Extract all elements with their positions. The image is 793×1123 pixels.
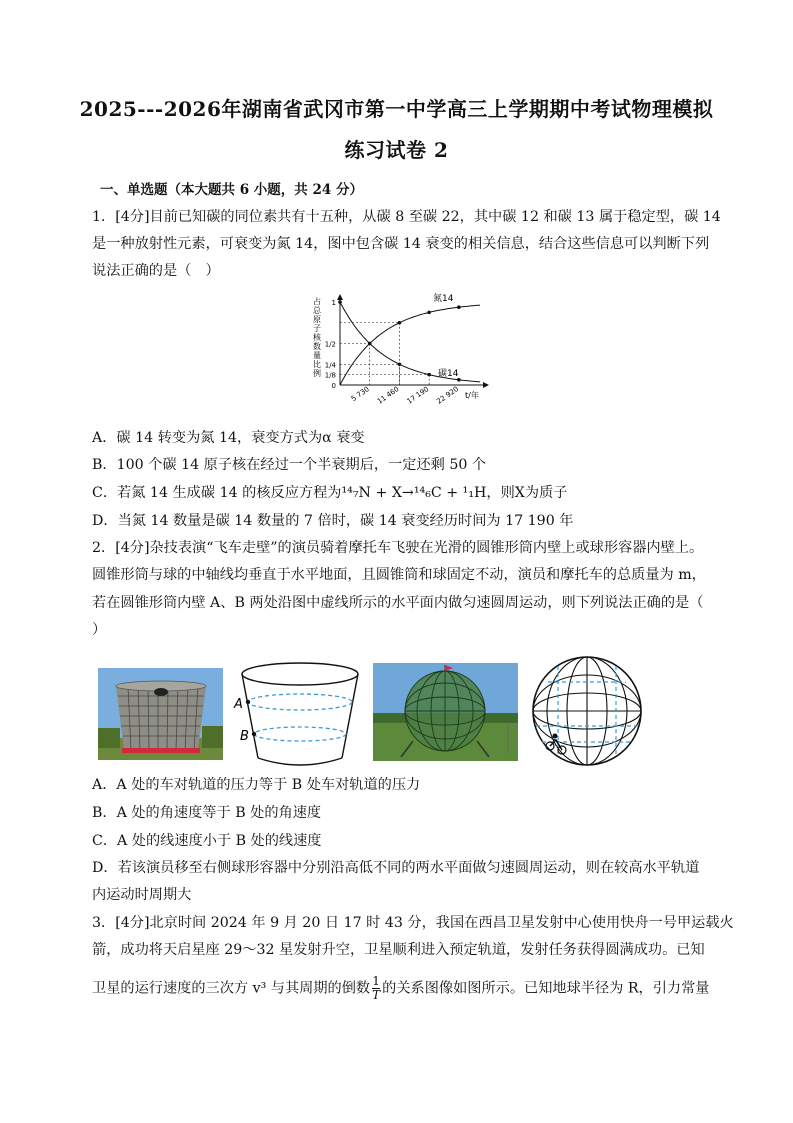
q2-option-c: C．A 处的线速度小于 B 处的线速度 xyxy=(92,833,322,849)
q1-stem-line2: 是一种放射性元素，可衰变为氮 14，图中包含碳 14 衰变的相关信息，结合这些信息可以判断下列 xyxy=(92,236,710,252)
q3-stem-line3 xyxy=(92,975,709,1002)
globe-diagram xyxy=(528,654,646,768)
carbon14-curve xyxy=(340,302,480,382)
q2-option-b: B．A 处的角速度等于 B 处的角速度 xyxy=(92,805,322,821)
q2-stem-line3: 若在圆锥形筒内壁 A、B 两处沿图中虚线所示的水平面内做匀速圆周运动，则下列说法正确的是（ xyxy=(92,595,704,611)
q2-stem-line4: ） xyxy=(92,622,107,638)
nitrogen14-point xyxy=(368,342,372,346)
point-b-label: B xyxy=(240,729,249,744)
q3-fraction xyxy=(372,975,380,1002)
q3-fraction-numerator: 1 xyxy=(372,974,380,988)
globe-cage-photo xyxy=(373,663,518,761)
carbon14-point xyxy=(338,300,342,304)
q1-option-c-prefix: C．若氮 14 生成碳 14 的核反应方程为 xyxy=(92,485,342,501)
nitrogen14-curve xyxy=(340,305,480,385)
q1-option-b: B．100 个碳 14 原子核在经过一个半衰期后，一定还剩 50 个 xyxy=(92,457,487,473)
q2-option-a: A．A 处的车对轨道的压力等于 B 处车对轨道的压力 xyxy=(92,777,421,793)
carbon14-point xyxy=(398,362,402,366)
q2-option-d-line2: 内运动时周期大 xyxy=(92,887,192,903)
x-tick-label: 22 920 xyxy=(435,385,460,406)
q2-option-d-line1: D．若该演员移至右侧球形容器中分别沿高低不同的两水平面做匀速圆周运动，则在较高水平轨道 xyxy=(92,860,700,876)
graph-ylabel: 占总原子核数量比例 xyxy=(313,297,321,378)
q3-stem-line3-part1: 卫星的运行速度的三次方 v³ 与其周期的倒数 xyxy=(92,980,371,997)
y-tick-label: 1/8 xyxy=(324,371,336,380)
curve-label-n14: 氮14 xyxy=(433,294,454,304)
exam-title-line2: 练习试卷 2 xyxy=(344,138,449,162)
q1-stem-line3: 说法正确的是（ ） xyxy=(92,263,220,279)
q1-option-c-equation: ¹⁴₇N + X→¹⁴₆C + ¹₁H xyxy=(341,485,487,501)
x-tick-label: 5 730 xyxy=(349,385,371,404)
x-tick-label: 17 190 xyxy=(405,385,431,406)
nitrogen14-point xyxy=(398,321,402,325)
y-tick-label: 1/2 xyxy=(324,340,336,349)
graph-xlabel: t/年 xyxy=(465,391,479,400)
cone-diagram xyxy=(232,660,360,766)
y-tick-label: 1/4 xyxy=(324,361,336,370)
y-tick-label: 0 xyxy=(331,382,336,390)
x-tick-label: 11 460 xyxy=(375,385,401,406)
q1-stem-line1: 1．[4分]目前已知碳的同位素共有十五种，从碳 8 至碳 22，其中碳 12 和碳 13 属于稳定型，碳 14 xyxy=(92,209,721,225)
q3-stem-line1: 3．[4分]北京时间 2024 年 9 月 20 日 17 时 43 分，我国在西昌卫星发射中心使用快舟一号甲运载火 xyxy=(92,915,734,931)
point-a-label: A xyxy=(234,697,243,712)
q3-stem-line2: 箭，成功将天启星座 29～32 星发射升空，卫星顺利进入预定轨道，发射任务获得圆满成功。已知 xyxy=(92,942,705,958)
q1-option-c-suffix: ，则X为质子 xyxy=(486,485,568,501)
q2-stem-line1: 2．[4分]杂技表演“飞车走壁”的演员骑着摩托车飞驶在光滑的圆锥形筒内壁上或球形容器内壁上。 xyxy=(92,540,704,556)
section-heading: 一、单选题（本大题共 6 小题，共 24 分） xyxy=(100,182,363,198)
q1-option-c xyxy=(92,483,567,503)
decay-graph xyxy=(305,290,495,410)
q2-stem-line2: 圆锥形筒与球的中轴线均垂直于水平地面，且圆锥筒和球固定不动，演员和摩托车的总质量为 m， xyxy=(92,567,706,583)
nitrogen14-point xyxy=(457,305,461,309)
nitrogen14-point xyxy=(427,311,431,315)
exam-title-line1: 2025---2026年湖南省武冈市第一中学高三上学期期中考试物理模拟 xyxy=(79,97,714,121)
y-tick-label: 1 xyxy=(331,299,336,307)
curve-label-c14: 碳14 xyxy=(438,369,459,379)
carbon14-point xyxy=(427,373,431,377)
cone-wall-photo xyxy=(98,668,223,760)
q1-option-a: A．碳 14 转变为氮 14，衰变方式为α 衰变 xyxy=(92,430,365,446)
q3-fraction-denominator: T xyxy=(372,988,381,1002)
q3-stem-line3-part2: 的关系图像如图所示。已知地球半径为 R，引力常量 xyxy=(382,980,710,997)
q1-option-d: D．当氮 14 数量是碳 14 数量的 7 倍时，碳 14 衰变经历时间为 17 190 年 xyxy=(92,513,574,529)
